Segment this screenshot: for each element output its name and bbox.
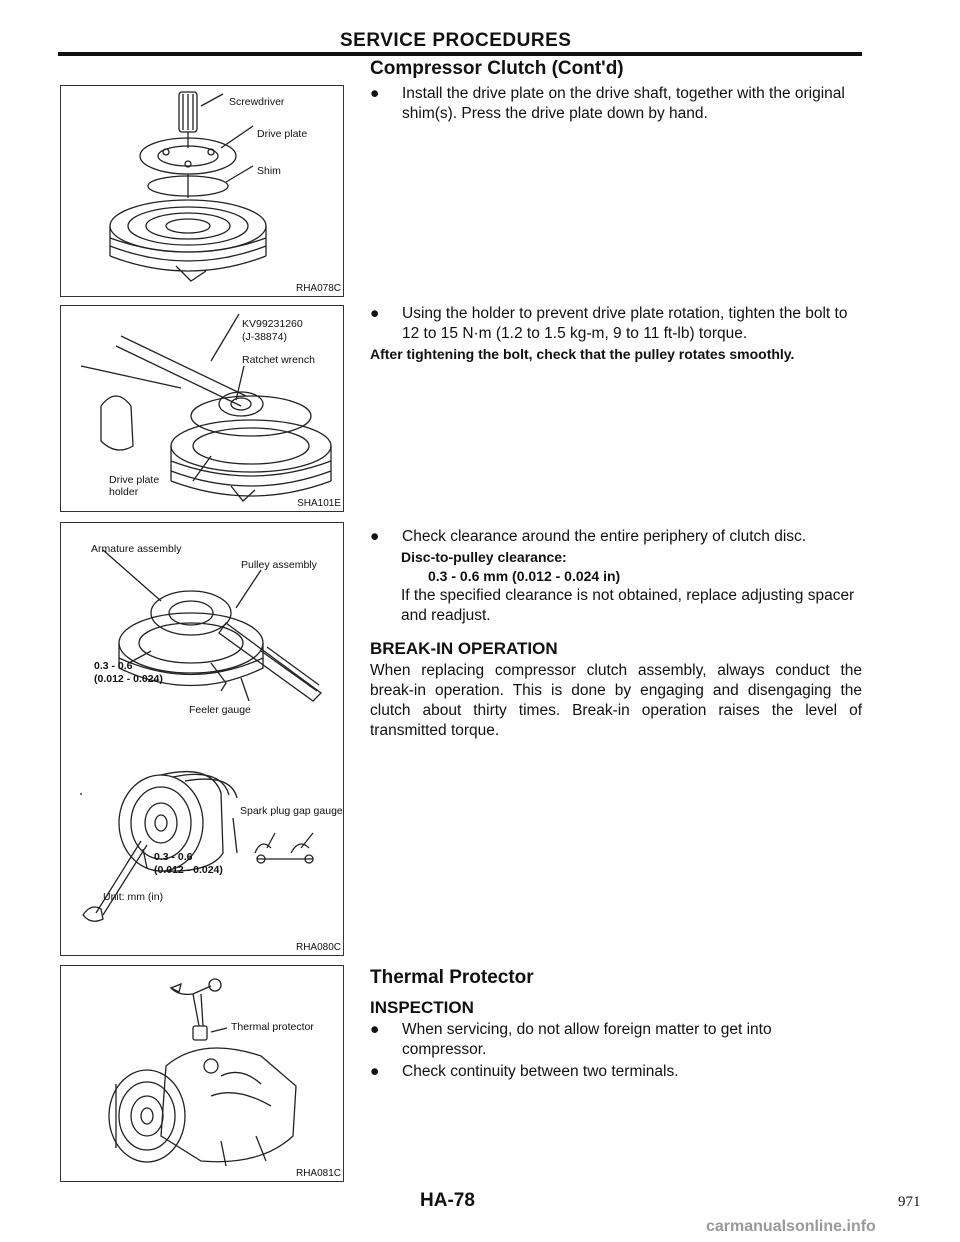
- step-continuity: [370, 1062, 860, 1082]
- header-rule: [58, 52, 862, 56]
- step-foreign-matter: [370, 1020, 860, 1060]
- label-tool-number: KV99231260: [242, 318, 303, 330]
- spec-value: 0.3 - 0.6 mm (0.012 - 0.024 in): [428, 568, 621, 584]
- label-drive-plate: Drive plate: [257, 128, 308, 140]
- note-after-tightening: After tightening the bolt, check that the pulley rotates smoothly.: [370, 346, 795, 362]
- label-shim: Shim: [257, 165, 281, 177]
- step-text: Install the drive plate on the drive shaft, together with the original shim(s). Press the drive plate down by hand.: [402, 85, 845, 122]
- page-header-title: SERVICE PROCEDURES: [340, 30, 572, 51]
- label-holder-line1: Drive plate: [109, 474, 160, 486]
- bullet-marker: ●: [370, 1021, 380, 1038]
- bullet-marker: ●: [370, 85, 380, 102]
- label-tool-alt: (J-38874): [242, 331, 287, 343]
- figure-thermal-protector: [60, 965, 344, 1182]
- label-pulley-assembly: Pulley assembly: [241, 559, 317, 571]
- label-clearance-in-2: (0.012 - 0.024): [154, 864, 223, 876]
- label-ratchet-wrench: Ratchet wrench: [242, 354, 315, 366]
- spec-label: Disc-to-pulley clearance:: [401, 549, 567, 565]
- thermal-title: Thermal Protector: [370, 967, 534, 988]
- bullet-marker: ●: [370, 1063, 380, 1080]
- break-in-title: BREAK-IN OPERATION: [370, 639, 558, 658]
- step-text: Check clearance around the entire periphery of clutch disc.: [402, 528, 807, 545]
- page-number: 971: [898, 1194, 921, 1210]
- step-text: Using the holder to prevent drive plate rotation, tighten the bolt to 12 to 15 N·m (1.2 to 1.5 kg-m, 9 to 11 ft-lb) torque.: [402, 305, 848, 342]
- section-title: Compressor Clutch (Cont'd): [370, 58, 624, 79]
- label-screwdriver: Screwdriver: [229, 96, 285, 108]
- figure-clearance-check: [60, 522, 344, 956]
- drive-plate-install-illustration: [61, 86, 343, 296]
- break-in-text: When replacing compressor clutch assembly, always conduct the break-in operation. This is done by engaging and disengaging the clutch about thirty times. Break-in operation raises the level of transmitted torque.: [370, 662, 862, 739]
- step-text: Check continuity between two terminals.: [402, 1063, 679, 1080]
- label-clearance-mm: 0.3 - 0.6: [94, 660, 133, 672]
- spec-note: If the specified clearance is not obtained, replace adjusting spacer and readjust.: [401, 587, 855, 624]
- figure-id: SHA101E: [297, 498, 341, 509]
- label-thermal-protector: Thermal protector: [231, 1021, 314, 1033]
- figure-tighten-bolt: [60, 305, 344, 512]
- label-holder-line2: holder: [109, 486, 139, 498]
- label-unit: Unit: mm (in): [103, 891, 164, 903]
- figure-drive-plate-install: [60, 85, 344, 297]
- page-code: HA-78: [420, 1190, 475, 1211]
- step-install-plate: [370, 84, 860, 124]
- label-spark-plug-gauge: Spark plug gap gauge: [240, 805, 343, 817]
- step-tighten-bolt: [370, 304, 860, 344]
- tighten-bolt-illustration: [61, 306, 343, 511]
- label-clearance-mm-2: 0.3 - 0.6: [154, 851, 193, 863]
- figure-id: RHA081C: [295, 1168, 341, 1179]
- label-armature-assembly: Armature assembly: [91, 543, 182, 555]
- label-feeler-gauge: Feeler gauge: [189, 704, 251, 716]
- label-clearance-in: (0.012 - 0.024): [94, 673, 163, 685]
- bullet-marker: ●: [370, 528, 380, 545]
- figure-id: RHA080C: [295, 942, 341, 953]
- step-check-clearance: [370, 527, 860, 547]
- inspection-title: INSPECTION: [370, 998, 474, 1017]
- step-text: When servicing, do not allow foreign matter to get into compressor.: [402, 1021, 772, 1058]
- figure-id: RHA078C: [295, 283, 341, 294]
- thermal-protector-illustration: [61, 966, 343, 1181]
- bullet-marker: ●: [370, 305, 380, 322]
- watermark[interactable]: carmanualsonline.info: [706, 1218, 876, 1235]
